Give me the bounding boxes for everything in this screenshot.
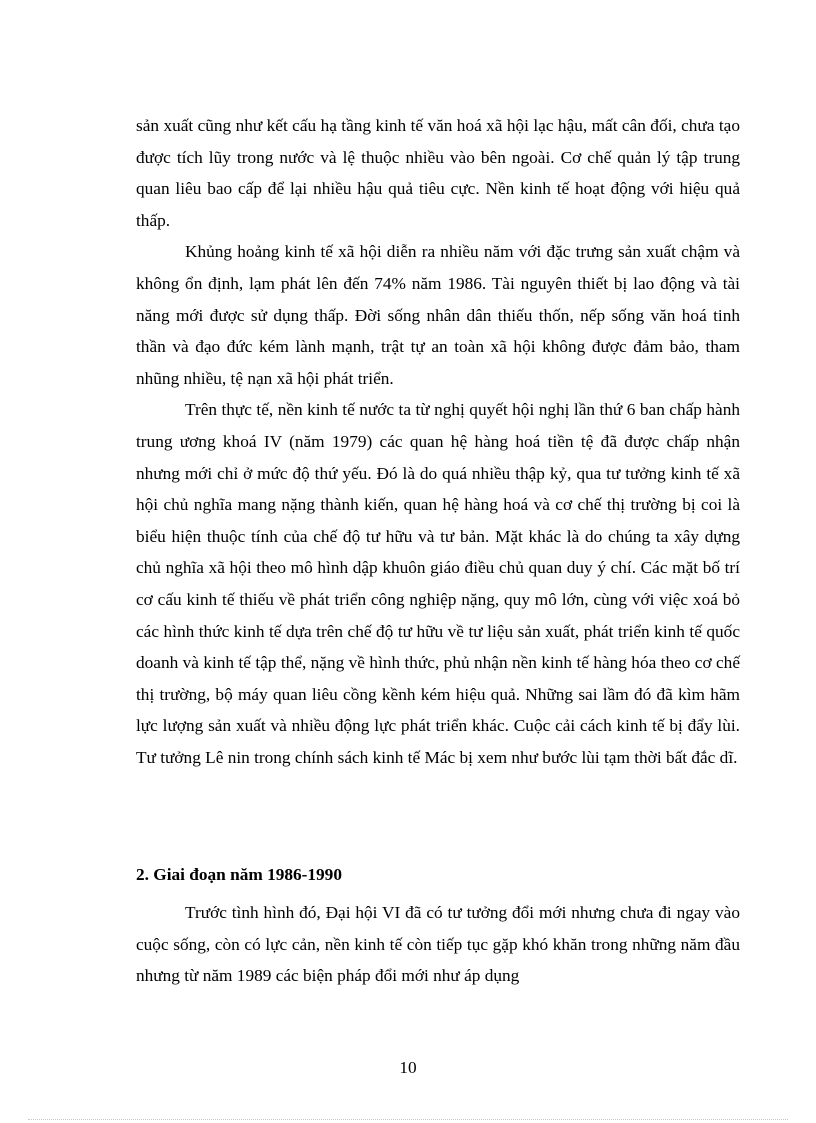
section-heading: 2. Giai đoạn năm 1986-1990 [136,865,342,884]
paragraph-continuation: sản xuất cũng như kết cấu hạ tầng kinh tế văn hoá xã hội lạc hậu, mất cân đối, chưa tạo được tích lũy trong nước và lệ thuộc nhiều vào bên ngoài. Cơ chế quản lý tập trung quan liêu bao cấp để lại nhiều hậu quả tiêu cực. Nền kinh tế hoạt động với hiệu quả thấp. [136,116,740,230]
paragraph-economic-crisis: Khủng hoảng kinh tế xã hội diễn ra nhiều năm với đặc trưng sản xuất chậm và không ổn định, lạm phát lên đến 74% năm 1986. Tài nguyên thiết bị lao động và tài năng mới được sử dụng thấp. Đời sống nhân dân thiếu thốn, nếp sống văn hoá tinh thần và đạo đức kém lành mạnh, trật tự an toàn xã hội không được đảm bảo, tham nhũng nhiều, tệ nạn xã hội phát triển. [136,242,740,388]
paragraph-reality: Trên thực tế, nền kinh tế nước ta từ nghị quyết hội nghị lần thứ 6 ban chấp hành trung ương khoá IV (năm 1979) các quan hệ hàng hoá tiền tệ đã được chấp nhận nhưng mới chỉ ở mức độ thứ yếu. Đó là do quá nhiều thập kỷ, qua tư tưởng kinh tế xã hội chủ nghĩa mang nặng thành kiến, quan hệ hàng hoá và cơ chế thị trường bị coi là biểu hiện thuộc tính của chế độ tư hữu và tư bản. Mặt khác là do chúng ta xây dựng chủ nghĩa xã hội theo mô hình dập khuôn giáo điều chủ quan duy ý chí. Các mặt bố trí cơ cấu kinh tế thiếu về phát triển công nghiệp nặng, quy mô lớn, cùng với việc xoá bỏ các hình thức kinh tế dựa trên chế độ tư hữu về tư liệu sản xuất, phát triển kinh tế quốc doanh và kinh tế tập thể, nặng về hình thức, phủ nhận nền kinh tế hàng hóa theo cơ chế thị trường, bộ máy quan liêu cồng kềnh kém hiệu quả. Những sai lầm đó đã kìm hãm lực lượng sản xuất và nhiều động lực phát triển khác. Cuộc cải cách kinh tế bị đẩy lùi. Tư tưởng Lê nin trong chính sách kinh tế Mác bị xem như bước lùi tạm thời bất đắc dĩ. [136,400,740,767]
body-text-section-2 [136,897,740,992]
paragraph-congress-vi: Trước tình hình đó, Đại hội VI đã có tư tưởng đổi mới nhưng chưa đi ngay vào cuộc sống, còn có lực cản, nền kinh tế còn tiếp tục gặp khó khăn trong những năm đầu nhưng từ năm 1989 các biện pháp đổi mới như áp dụng [136,903,740,986]
page-number: 10 [399,1058,417,1077]
body-text-section-1 [136,110,740,773]
page-bottom-divider [28,1119,788,1120]
